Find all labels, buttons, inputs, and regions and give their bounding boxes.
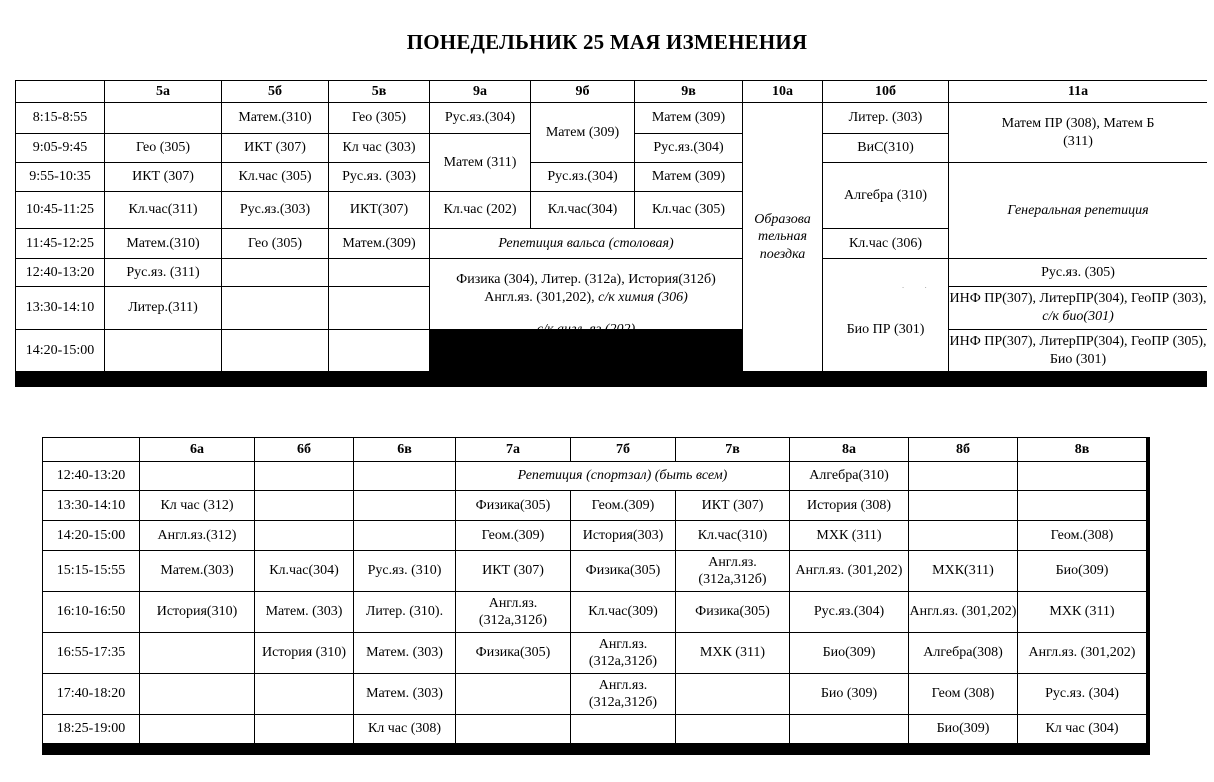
lesson-cell [456, 715, 570, 743]
lesson-cell: Кл.час (305) [222, 163, 328, 191]
lesson-cell: Англ.яз. (312а,312б) [571, 674, 675, 714]
lesson-cell: Литер. (303) [823, 103, 948, 133]
lesson-cell: Физика(305) [676, 592, 789, 632]
header-cell: 8в [1018, 438, 1146, 461]
lesson-cell: Алгебра (310) [823, 163, 948, 228]
lesson-cell: Геом (308) [909, 674, 1017, 714]
lesson-cell [140, 674, 254, 714]
lesson-cell: Гео (305) [222, 229, 328, 258]
schedule-table-senior [15, 80, 1207, 387]
merged-lesson-cell: с/к англ. яз.(202) [536, 321, 636, 337]
lesson-cell: МХК(311) [909, 551, 1017, 591]
lesson-cell [255, 674, 353, 714]
time-cell: 15:15-15:55 [43, 551, 139, 591]
lesson-text-italic: с/к химия (306) [598, 289, 688, 305]
header-cell: 10б [823, 81, 948, 102]
lesson-cell: Геом.(309) [571, 491, 675, 520]
lesson-cell: Кл.час(311) [105, 192, 221, 228]
lesson-cell: Био(309) [909, 715, 1017, 743]
lesson-text: ИНФ ПР(307), ЛитерПР(304), ГеоПР (303), [949, 291, 1207, 306]
header-cell: 7в [676, 438, 789, 461]
lesson-cell: Кл час (303) [329, 134, 429, 162]
lesson-cell: Матем.(310) [105, 229, 221, 258]
header-cell: 5а [105, 81, 221, 102]
lesson-cell: Био(309) [1018, 551, 1146, 591]
lesson-cell: Физика(305) [456, 491, 570, 520]
lesson-cell: Матем ПР (308), Матем Б (311) [949, 103, 1207, 162]
lesson-cell: Кл.час (306) [823, 229, 948, 258]
time-cell: 16:10-16:50 [43, 592, 139, 632]
header-cell [43, 438, 139, 461]
time-cell: 14:20-15:00 [43, 521, 139, 550]
lesson-cell: МХК (311) [790, 521, 908, 550]
lesson-cell [222, 330, 328, 371]
lesson-cell: Англ.яз. (312а,312б) [571, 633, 675, 673]
lesson-cell: Гео (305) [329, 103, 429, 133]
lesson-cell: Рус.яз. (311) [105, 259, 221, 286]
lesson-cell [222, 259, 328, 286]
lesson-cell: Англ.яз. (301,202) [1018, 633, 1146, 673]
lesson-cell [571, 715, 675, 743]
lesson-cell: Геом.(308) [1018, 521, 1146, 550]
lesson-cell [354, 521, 455, 550]
header-cell: 7б [571, 438, 675, 461]
lesson-cell [140, 462, 254, 490]
lesson-cell: МХК (311) [1018, 592, 1146, 632]
time-cell: 18:25-19:00 [43, 715, 139, 743]
lesson-cell [140, 633, 254, 673]
lesson-cell: Рус.яз.(304) [531, 163, 634, 191]
lesson-cell: Рус.яз. (304) [1018, 674, 1146, 714]
time-cell: 12:40-13:20 [16, 259, 104, 286]
header-cell: 6а [140, 438, 254, 461]
lesson-cell: Литер. (310). [354, 592, 455, 632]
lesson-cell: Матем.(303) [140, 551, 254, 591]
lesson-cell: Матем. (303) [255, 592, 353, 632]
lesson-cell [790, 715, 908, 743]
lesson-cell: Кл.час(304) [255, 551, 353, 591]
lesson-cell [909, 491, 1017, 520]
header-cell: 11а [949, 81, 1207, 102]
lesson-cell [676, 674, 789, 714]
lesson-cell: ИКТ (307) [105, 163, 221, 191]
lesson-cell: Матем. (303) [354, 674, 455, 714]
lesson-cell [255, 521, 353, 550]
time-cell: 14:20-15:00 [16, 330, 104, 371]
lesson-cell: Геом.(309) [456, 521, 570, 550]
lesson-cell: Матем (309) [531, 103, 634, 162]
header-cell: 10а [743, 81, 822, 102]
lesson-cell: История (310) [255, 633, 353, 673]
header-cell: 7а [456, 438, 570, 461]
lesson-cell: История(303) [571, 521, 675, 550]
lesson-cell: Генеральная репетиция [949, 163, 1207, 258]
time-cell: 8:15-8:55 [16, 103, 104, 133]
lesson-cell: Кл.час(304) [531, 192, 634, 228]
lesson-cell: Био (309) [790, 674, 908, 714]
lesson-cell: ИКТ (307) [222, 134, 328, 162]
lesson-cell: Матем (309) [635, 163, 742, 191]
lesson-cell [255, 462, 353, 490]
lesson-cell: История(310) [140, 592, 254, 632]
time-cell: 10:45-11:25 [16, 192, 104, 228]
lesson-cell: Матем (311) [430, 134, 530, 191]
lesson-cell [222, 287, 328, 329]
lesson-cell: Алгебра(310) [790, 462, 908, 490]
lesson-cell: Кл.час(310) [676, 521, 789, 550]
lesson-cell: История (308) [790, 491, 908, 520]
lesson-cell: Англ.яз.(312) [140, 521, 254, 550]
lesson-text: Физика (304), Литер. (312а), История(312б) Англ.яз. (301,202), [456, 272, 716, 305]
lesson-cell: Англ.яз. (301,202) [790, 551, 908, 591]
lesson-cell: ВиС(310) [823, 134, 948, 162]
lesson-cell: Матем.(310) [222, 103, 328, 133]
lesson-cell: ИНФ ПР(307), ЛитерПР(304), ГеоПР (305), Био (301) [949, 330, 1207, 371]
lesson-cell [949, 287, 1207, 329]
page-title: ПОНЕДЕЛЬНИК 25 МАЯ ИЗМЕНЕНИЯ [406, 30, 808, 54]
header-cell: 9а [430, 81, 530, 102]
lesson-cell: Образова тельная поездка [743, 103, 822, 371]
header-cell: 5б [222, 81, 328, 102]
lesson-cell: Физика(305) [571, 551, 675, 591]
lesson-cell [676, 715, 789, 743]
lesson-cell: Англ.яз. (312а,312б) [676, 551, 789, 591]
lesson-cell [456, 674, 570, 714]
lesson-cell: Рус.яз. (310) [354, 551, 455, 591]
header-cell: 5в [329, 81, 429, 102]
time-cell: 12:40-13:20 [43, 462, 139, 490]
lesson-cell: Рус.яз.(304) [430, 103, 530, 133]
lesson-cell: ИКТ (307) [676, 491, 789, 520]
lesson-cell: МХК (311) [676, 633, 789, 673]
lesson-cell: Рус.яз.(303) [222, 192, 328, 228]
lesson-cell [255, 715, 353, 743]
lesson-cell [329, 287, 429, 329]
lesson-cell: Матем (309) [635, 103, 742, 133]
schedule-table-junior [42, 437, 1150, 755]
time-cell: 17:40-18:20 [43, 674, 139, 714]
lesson-cell [329, 259, 429, 286]
time-cell: 9:05-9:45 [16, 134, 104, 162]
lesson-cell: Рус.яз. (303) [329, 163, 429, 191]
header-cell: 8б [909, 438, 1017, 461]
header-cell: 9б [531, 81, 634, 102]
time-cell: 16:55-17:35 [43, 633, 139, 673]
lesson-cell [255, 491, 353, 520]
lesson-cell: Кл.час (202) [430, 192, 530, 228]
header-cell: 8а [790, 438, 908, 461]
merged-lesson-cell: Репетиция (спортзал) (быть всем) [456, 462, 789, 490]
lesson-cell [354, 491, 455, 520]
lesson-cell: ИКТ (307) [456, 551, 570, 591]
lesson-cell: Кл.час(309) [571, 592, 675, 632]
lesson-cell: Кл час (308) [354, 715, 455, 743]
header-cell: 6б [255, 438, 353, 461]
lesson-cell [1018, 491, 1146, 520]
time-cell: 13:30-14:10 [43, 491, 139, 520]
lesson-cell: Рус.яз.(304) [635, 134, 742, 162]
lesson-cell: Био(309) [790, 633, 908, 673]
lesson-cell [105, 103, 221, 133]
lesson-cell: Литер.(311) [105, 287, 221, 329]
time-cell: 9:55-10:35 [16, 163, 104, 191]
time-cell: 13:30-14:10 [16, 287, 104, 329]
lesson-cell: Англ.яз. (301,202) [909, 592, 1017, 632]
lesson-cell: Кл час (304) [1018, 715, 1146, 743]
lesson-cell: Гео (305) [105, 134, 221, 162]
lesson-cell: Рус.яз.(304) [790, 592, 908, 632]
header-cell: 6в [354, 438, 455, 461]
merged-lesson-cell: Репетиция вальса (столовая) [430, 229, 742, 258]
lesson-cell: Физика(305) [456, 633, 570, 673]
lesson-cell [105, 330, 221, 371]
lesson-cell: Матем. (303) [354, 633, 455, 673]
lesson-cell: Англ.яз. (312а,312б) [456, 592, 570, 632]
lesson-cell: Рус.яз. (305) [949, 259, 1207, 286]
header-cell: 9в [635, 81, 742, 102]
lesson-cell: Алгебра(308) [909, 633, 1017, 673]
lesson-cell [140, 715, 254, 743]
lesson-cell: Кл час (312) [140, 491, 254, 520]
lesson-text-italic: с/к био(301) [1042, 308, 1114, 324]
lesson-cell [354, 462, 455, 490]
lesson-cell [909, 521, 1017, 550]
lesson-cell: Био ПР (301) [823, 288, 948, 371]
time-cell: 11:45-12:25 [16, 229, 104, 258]
lesson-cell: Кл.час (305) [635, 192, 742, 228]
lesson-cell [329, 330, 429, 371]
lesson-cell: ИКТ(307) [329, 192, 429, 228]
lesson-cell [909, 462, 1017, 490]
header-cell [16, 81, 104, 102]
lesson-cell: Матем.(309) [329, 229, 429, 258]
lesson-cell [1018, 462, 1146, 490]
